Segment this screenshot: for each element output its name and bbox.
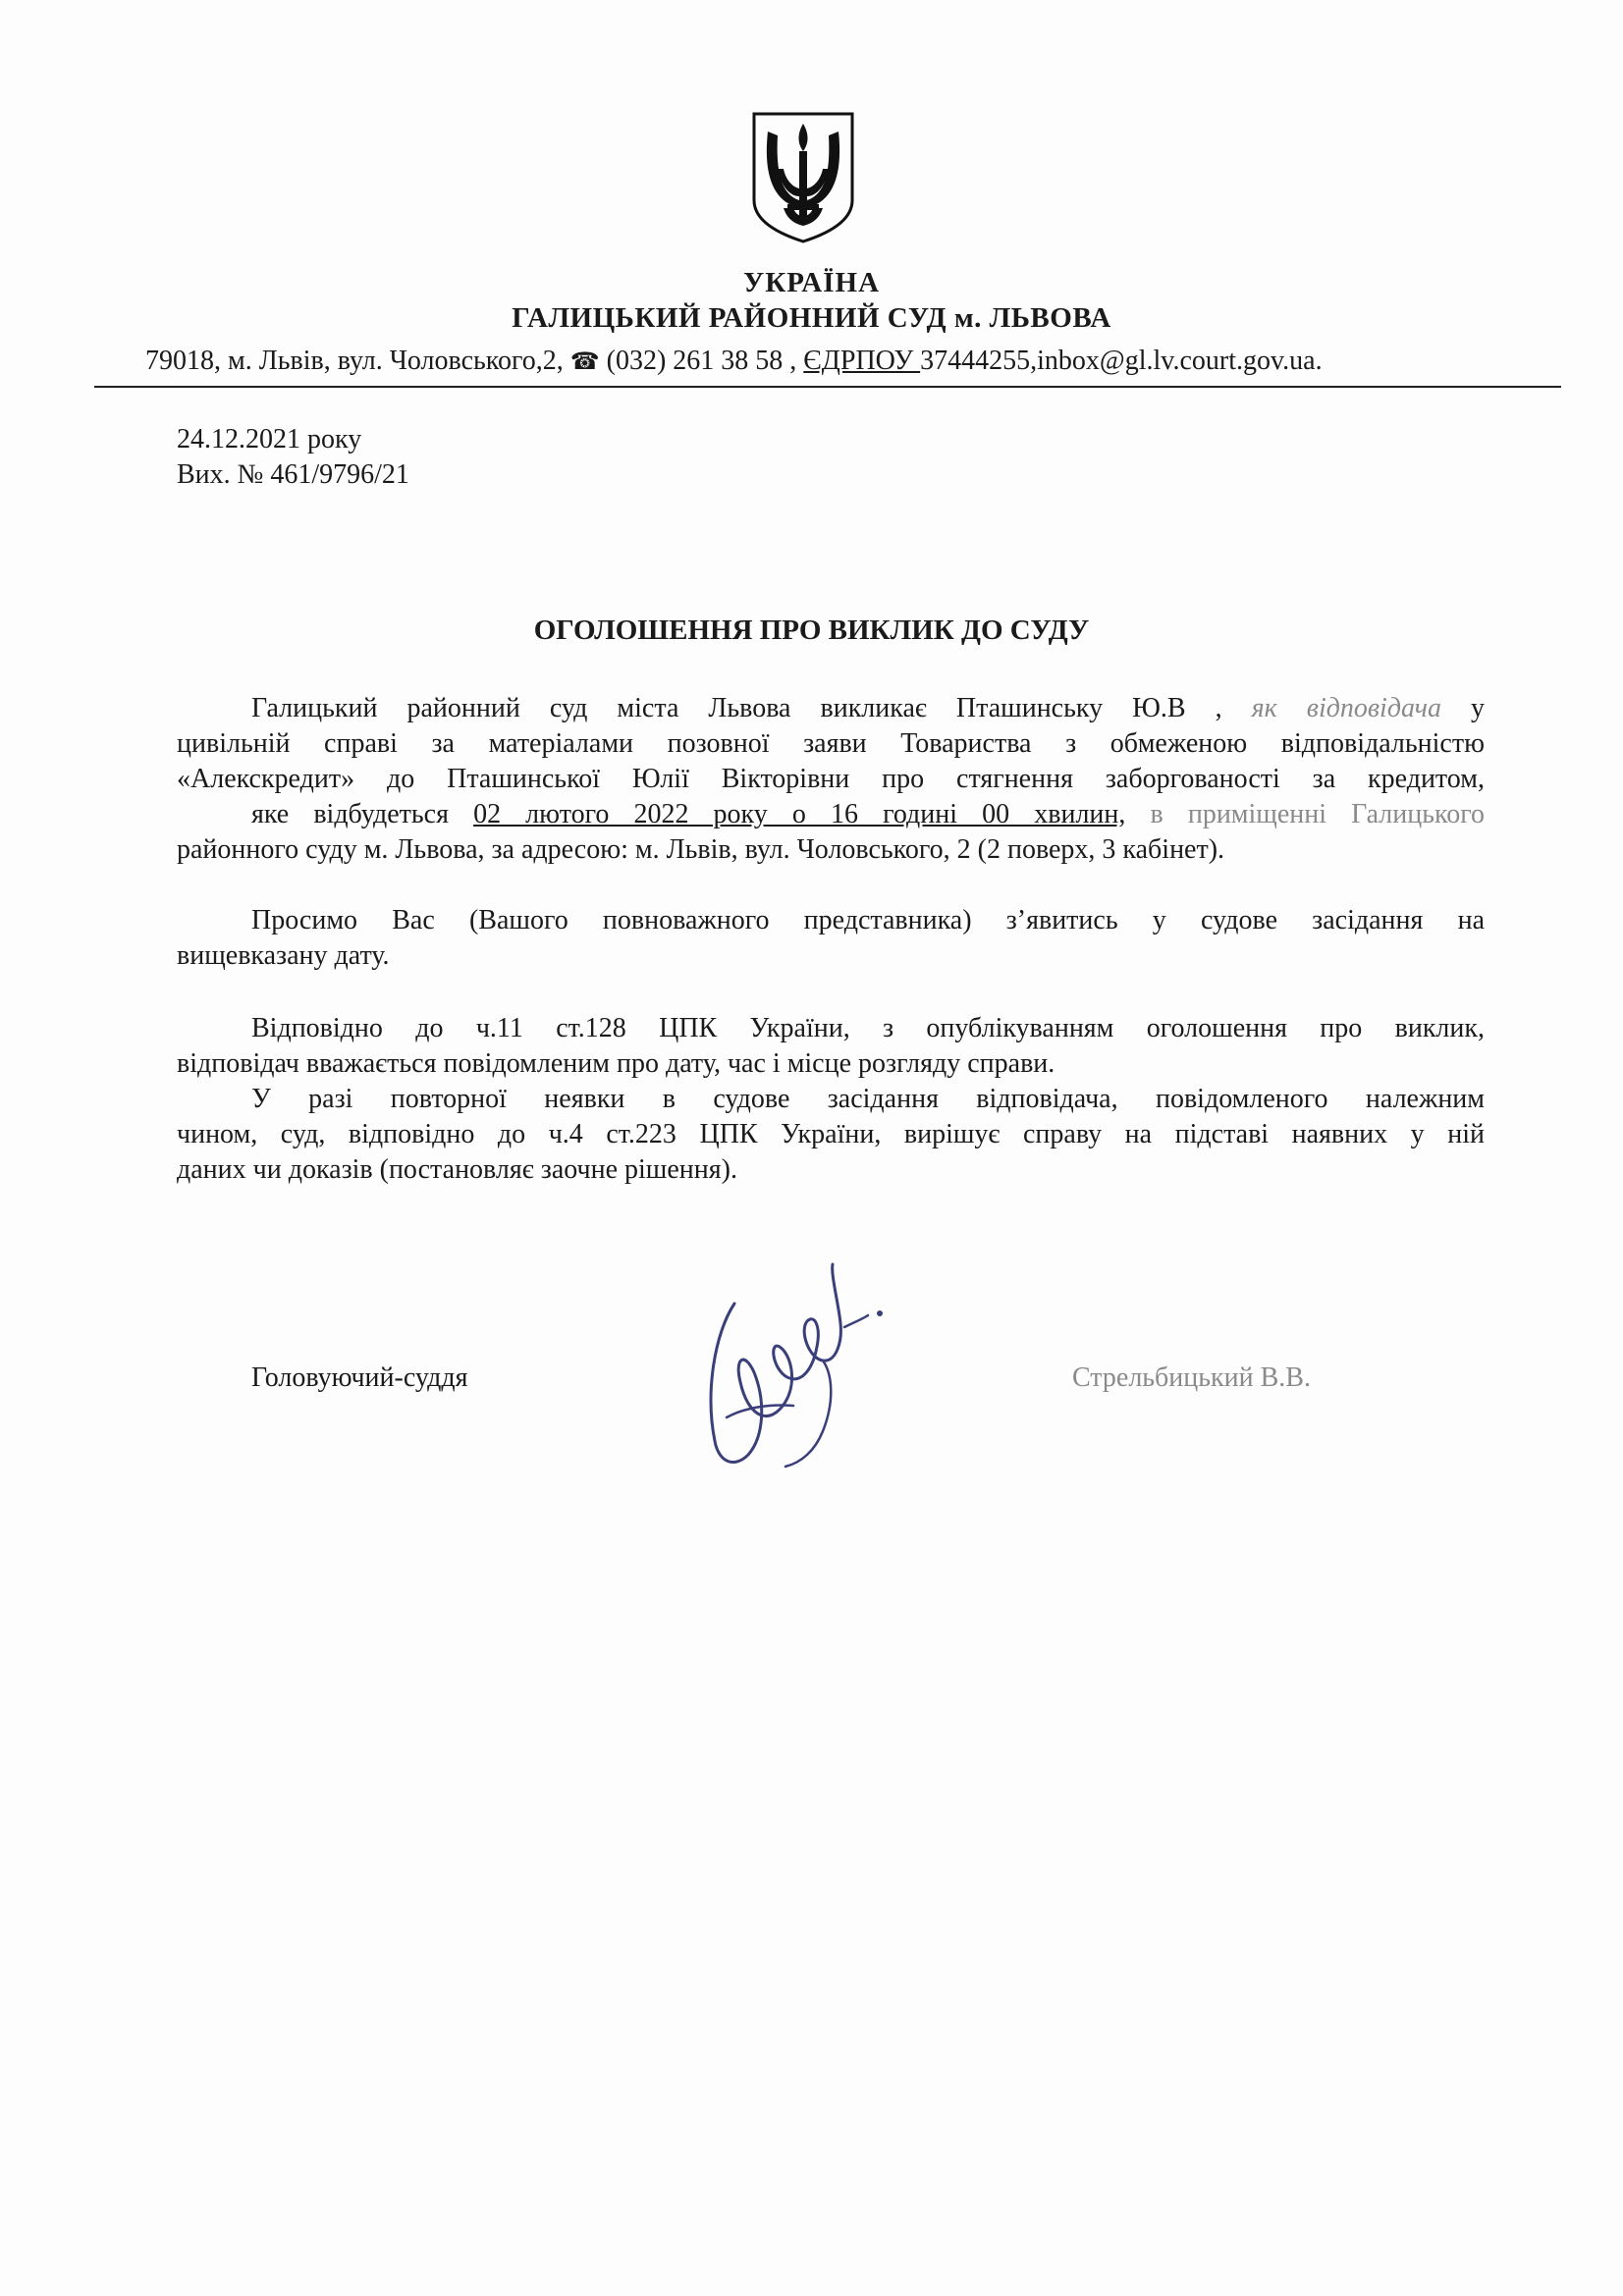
phone-icon: ☎: [569, 347, 600, 375]
document-date: 24.12.2021 року: [177, 424, 362, 454]
coat-of-arms-trident-icon: [748, 110, 858, 245]
signatory-title: Головуючий-суддя: [251, 1362, 468, 1393]
paragraph-2-line-2: вищевказану дату.: [177, 940, 390, 971]
phone-number: (032) 261 38 58 ,: [599, 346, 804, 376]
paragraph-2-line-1: Просимо Вас (Вашого повноважного представника) з’явитись у судове засідання на: [251, 905, 1485, 935]
paragraph-4-line-1: У разі повторної неявки в судове засідання відповідача, повідомленого належним: [251, 1084, 1485, 1114]
paragraph-1-line-1: [251, 693, 1485, 724]
address-text: 79018, м. Львів, вул. Чоловського,2,: [145, 346, 570, 376]
p1-l1-text: Галицький районний суд міста Львова викликає Пташинську Ю.В ,: [251, 693, 1252, 723]
paragraph-3-line-2: відповідач вважається повідомленим про дату, час і місце розгляду справи.: [177, 1048, 1055, 1079]
handwritten-signature: [676, 1245, 901, 1490]
edrpou-and-email: 37444255,inbox@gl.lv.court.gov.ua.: [920, 346, 1323, 376]
paragraph-4-line-3: даних чи доказів (постановляє заочне рішення).: [177, 1154, 737, 1185]
paragraph-4-line-2: чином, суд, відповідно до ч.4 ст.223 ЦПК України, вирішує справу на підставі наявних у ній: [177, 1119, 1485, 1149]
p1-l1-end: у: [1440, 693, 1486, 723]
document-title: ОГОЛОШЕННЯ ПРО ВИКЛИК ДО СУДУ: [533, 614, 1090, 646]
p1-l1-italic: як відповідача: [1251, 693, 1441, 723]
court-address-line: [145, 346, 1323, 377]
document-meta: [177, 422, 409, 493]
court-name-heading: ГАЛИЦЬКИЙ РАЙОННИЙ СУД м. ЛЬВОВА: [512, 302, 1111, 334]
hearing-date-time: 02 лютого 2022 року о 16 годині 00 хвилин,: [473, 799, 1126, 829]
outgoing-number: Вих. № 461/9796/21: [177, 459, 409, 490]
paragraph-1-line-3: «Алекскредит» до Пташинської Юлії Вікторівни про стягнення заборгованості за кредитом,: [177, 764, 1485, 794]
header-divider: [94, 386, 1561, 388]
country-heading: УКРАЇНА: [742, 267, 881, 298]
p1-l4-text: яке відбудеться: [251, 799, 474, 829]
p1-l4-end: в приміщенні Галицького: [1125, 799, 1485, 829]
paragraph-1-line-4: [251, 799, 1485, 830]
paragraph-3-line-1: Відповідно до ч.11 ст.128 ЦПК України, з опублікуванням оголошення про виклик,: [251, 1013, 1485, 1043]
edrpou-label: ЄДРПОУ: [803, 346, 921, 376]
paragraph-1-line-5: районного суду м. Львова, за адресою: м. Львів, вул. Чоловського, 2 (2 поверх, 3 кабінет).: [177, 834, 1225, 865]
judge-name: Стрельбицький В.В.: [1072, 1362, 1311, 1393]
paragraph-1-line-2: цивільній справі за матеріалами позовної заяви Товариства з обмеженою відповідальністю: [177, 728, 1485, 759]
